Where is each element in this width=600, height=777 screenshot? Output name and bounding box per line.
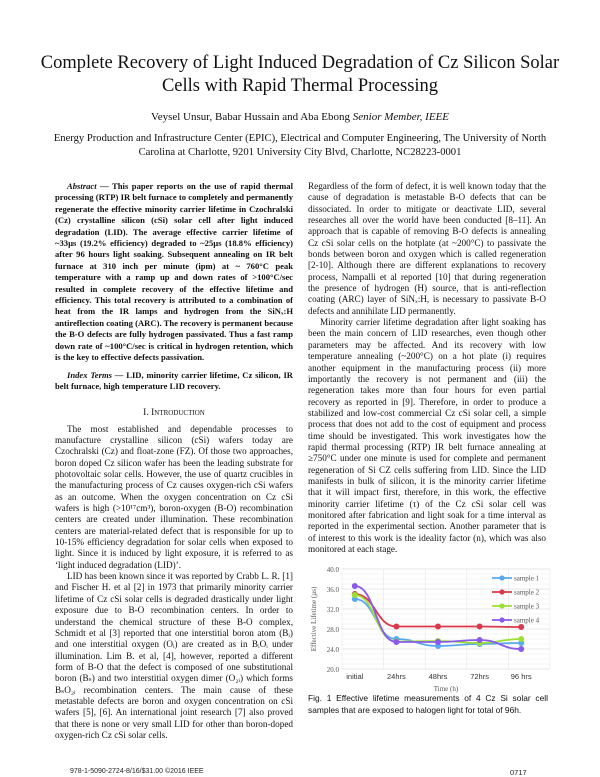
y-tick-label: 24.0 xyxy=(326,646,339,654)
x-tick-label: 24hrs xyxy=(387,672,406,681)
legend-label: sample 2 xyxy=(514,588,540,597)
page-number: 0717 xyxy=(510,768,527,777)
data-point xyxy=(518,636,524,642)
data-point xyxy=(518,624,524,630)
y-tick-label: 20.0 xyxy=(326,666,339,674)
data-point xyxy=(352,583,358,589)
data-point xyxy=(477,624,483,630)
legend-marker xyxy=(499,589,504,594)
y-tick-label: 32.0 xyxy=(326,606,339,614)
paragraph: The most established and dependable processes to manufacture crystalline silicon (cSi) wafers today are Czochralski (Cz) and float-zone (FZ). Of those two approaches, boron doped Cz silicon wafer has been the leading substrate for photovoltaic solar cells. However, the use of quartz crucibles in the manufacturing process of Cz causes oxygen-rich cSi wafers as an outcome. When the oxygen concentration on Cz cSi wafers is high (>10¹⁷cm³), boron-oxygen (B-O) recombination centers are created under illumination. These recombination centers are material-related defect that is responsible for up to 10-15% efficiency degradation for solar cells when exposed to light. Since it is induced by light exposure, it is referred to as ‘light induced degradation (LID)’. xyxy=(55,423,293,570)
y-tick-label: 28.0 xyxy=(326,626,339,634)
data-point xyxy=(477,637,483,643)
x-tick-label: 48hrs xyxy=(428,672,448,681)
data-point xyxy=(435,624,441,630)
abstract xyxy=(55,181,293,364)
authors xyxy=(40,111,560,123)
author-note: Senior Member, IEEE xyxy=(352,111,450,123)
section-heading: I. Introduction xyxy=(143,408,205,419)
paragraph: Minority carrier lifetime degradation after light soaking has been the main concern of LID researches, even though other parameters may be affected. And its recovery with low temperature annealing (~200°C) on a hot plate (i) requires another equipment in the manufacturing process (ii) more importantly the recovery is not permanent and (iii) the regeneration takes more than four hours for even partial recovery as reported in [9]. Therefore, in order to produce a stabilized and low-cost commercial Cz cSi solar cell, a simple process that does not add to the cost of equipment and process time should be investigated. This work investigates how the rapid thermal processing (RTP) IR belt furnace annealing at ≥750°C under one minute is used for complete and permanent regeneration of Si CZ cells suffering from LID. Since the LID manifests in bulk of silicon, it is the minority carrier lifetime that it will impact first, therefore, in this work, the effective minority carrier lifetime (τ) of the Cz cSi solar cell was monitored after fabrication and light soak for a time interval as reported in the experimental section. Another parameter that is of interest to this work is the ideality factor (n), which was also monitored at each stage. xyxy=(308,317,546,554)
affiliation: Energy Production and Infrastructure Center (EPIC), Electrical and Computer Engineering, The University of North Carolina at Charlotte, 9201 University City Blvd, Charlotte, NC28223-0001 xyxy=(53,133,547,158)
left-column xyxy=(55,181,293,741)
legend-marker xyxy=(499,617,504,622)
figure-caption: Fig. 1 Effective lifetime measurements of 4 Cz Si solar cell samples that are exposed to halogen light for total of 96h. xyxy=(308,693,548,715)
index-terms xyxy=(55,370,293,393)
footer-copyright: 978-1-5090-2724-8/16/$31.00 ©2016 IEEE xyxy=(70,768,204,775)
paragraph: Regardless of the form of defect, it is well known today that the cause of degradation is metastable B-O defects that can be dissociated. In order to mitigate or deactivate LID, several researches all over the world have been conducted [8–11]. An approach that is capable of removing B-O defects is annealing Cz cSi solar cells on the hotplate (at ~200°C) to passivate the bonds between boron and oxygen which is called regeneration [2-10]. Although there are different explanations to recovery process, Nampalli et al reported [10] that during regeneration the presence of hydrogen (H) source, that is anti-reflection coating (ARC) layer of SiNₓ:H, is necessary to passivate B-O defects and annihilate LID permanently. xyxy=(308,181,546,316)
lifetime-chart xyxy=(306,563,552,698)
data-point xyxy=(393,639,399,645)
right-column xyxy=(308,181,546,555)
abstract-text: — This paper reports on the use of rapid thermal processing (RTP) IR belt furnace to completely and permanently regenerate the effective minority carrier lifetime in Czochralski (Cz) crystalline silicon (cSi) solar cell after light induced degradation (LID). The average effective carrier lifetime of ~33µs (19.2% efficiency) degraded to ~25µs (18.8% efficiency) after 96 hours light soaking. Subsequent annealing on IR belt furnace at 310 inch per minute (ipm) at ~ 760°C peak temperature with a ramp up and down rates of >100°C/sec resulted in complete recovery of the effective lifetime and efficiency. This total recovery is attributed to a combination of heat from the IR lamps and hydrogen from the SiNₓ:H antireflection coating (ARC). The recovery is permanent because the B-O defects are fully hydrogen passivated. Thus a fast ramp down rate of ~100°C/sec is critical in hydrogen retention, which is the key to effective defects passivation. xyxy=(55,181,293,363)
y-tick-label: 40.0 xyxy=(326,566,339,574)
author-names: Veysel Unsur, Babar Hussain and Aba Ebong xyxy=(150,111,351,123)
index-terms-label: Index Terms xyxy=(67,369,112,380)
legend-label: sample 1 xyxy=(514,574,540,583)
abstract-label: Abstract xyxy=(67,181,97,191)
x-axis-label: Time (h) xyxy=(433,685,459,693)
paragraph: LID has been known since it was reported by Crabb L. R. [1] and Fischer H. et al [2] in 1973 that primarily minority carrier lifetime of Cz cSi solar cells is degraded drastically under light exposure due to B-O recombination centers. In order to understand the chemical structure of these B-O complex, Schmidt et al [3] reported that one interstitial boron atom (Bᵢ) and one interstitial oxygen (Oᵢ) are created as in BᵢOᵢ under illumination. Lim B. et al, [4], however, reported a different form of B-O that the defect is composed of one substitutional boron (Bₛ) and two interstitial oxygen dimer (O₂ᵢ) which forms BₛO₂ᵢ recombination centers. The main cause of these metastable defects are boron and oxygen concentration on cSi wafers [5], [6]. An international joint research [7] also proved that there is none or very small LID for other than boron-doped oxygen-rich Cz cSi solar cells. xyxy=(55,571,293,740)
data-point xyxy=(352,592,358,598)
data-point xyxy=(435,639,441,645)
legend-marker xyxy=(499,575,504,580)
y-axis-label: Effective Lifetime (µs) xyxy=(310,586,318,652)
paper-title: Complete Recovery of Light Induced Degradation of Cz Silicon Solar Cells with Rapid Thermal Processing xyxy=(40,53,560,96)
x-tick-label: 96 hrs xyxy=(510,672,532,681)
y-tick-label: 36.0 xyxy=(326,586,339,594)
data-point xyxy=(393,624,399,630)
data-point xyxy=(518,646,524,652)
x-tick-label: 72hrs xyxy=(470,672,489,681)
index-terms-text: — LID, minority carrier lifetime, Cz silicon, IR belt furnace, high temperature LID recovery. xyxy=(55,369,293,391)
legend-label: sample 3 xyxy=(514,602,540,611)
legend-marker xyxy=(499,603,504,608)
legend-label: sample 4 xyxy=(514,616,540,625)
x-tick-label: initial xyxy=(346,672,364,681)
